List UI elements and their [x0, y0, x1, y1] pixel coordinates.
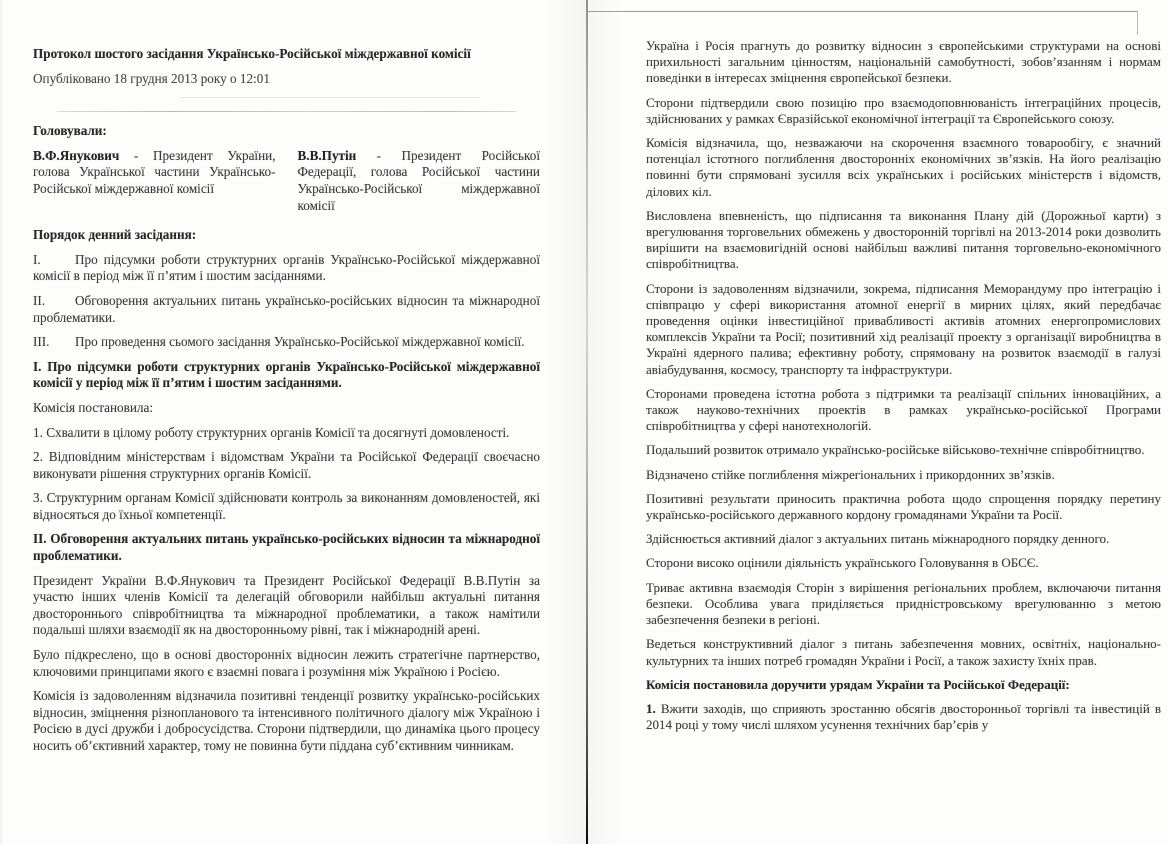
paragraph: Позитивні результати приносить практична робота щодо спрощення порядку перетину українсько-російського державного кордону громадянами України та Росії.: [646, 490, 1161, 523]
paragraph: Комісія із задоволенням відзначила позитивні тенденції розвитку українсько-російських відносин, зміцнення різнопланового та інтенсивного політичного діалогу між Україною і Росією в дусі дружби і добросусідства. Сторони підтвердили, що динаміка цього процесу носить об’єктивний характер, тому не повинна бути піддана суб’єктивним чинникам.: [33, 688, 540, 753]
horizontal-rule: [57, 111, 516, 112]
chairman-ukraine: [33, 148, 276, 214]
chairman-ukraine-name: В.Ф.Янукович: [33, 147, 120, 163]
document-title: Протокол шостого засідання Українсько-Російської міждержавної комісії: [33, 46, 471, 61]
agenda-item: [33, 334, 540, 351]
paragraph: Сторонами проведена істотна робота з підтримки та реалізації спільних інноваційних, а також науково-технічних проектів в рамках українсько-російської Програми співробітництва у сфері нанотехнологій.: [646, 385, 1161, 434]
agenda-label: Порядок денний засідання:: [33, 227, 197, 243]
page-fold-shadow: [546, 0, 586, 844]
page-edge-top: [588, 11, 1137, 12]
page-edge-corner: [1137, 11, 1138, 35]
resolution-item: [646, 701, 1161, 733]
resolution-item: 2. Відповідним міністерствам і відомствам України та Російської Федерації своєчасно виконувати рішення структурних органів Комісії.: [33, 449, 540, 481]
faint-scan-line: [180, 97, 480, 98]
paragraph: Комісія відзначила, що, незважаючи на скорочення взаємного товарообігу, є значний потенціал істотного поглиблення двосторонніх економічних зв’язків. На його реалізацію повинні бути спрямовані зусилля всіх українських і російських міністерств і відомств, ділових кіл.: [646, 135, 1161, 199]
paragraph: Відзначено стійке поглиблення міжрегіональних і прикордонних зв’язків.: [646, 466, 1055, 482]
paragraph: Президент України В.Ф.Янукович та Президент Російської Федерації В.В.Путін за участю інших членів Комісії та делегацій обговорили найбільш актуальні питання двостороннього співробітництва та міжнародної проблематики, а також намітили подальші шляхи взаємодії як на двосторонньому рівні, так і міжнародній арені.: [33, 572, 540, 638]
paragraph: Триває активна взаємодія Сторін з вирішення регіональних проблем, включаючи питання безпеки. Особлива увага приділяється придністровському врегулюванню з метою забезпечення безпеки в регіоні.: [646, 579, 1161, 628]
section-2-heading: II. Обговорення актуальних питань українсько-російських відносин та міжнародної проблематики.: [33, 531, 540, 564]
paragraph: Ведеться конструктивний діалог з питань забезпечення мовних, освітніх, національно-культурних та інших потреб громадян України і Росії, а також захисту їхніх прав.: [646, 636, 1161, 668]
agenda-item-number: II.: [33, 292, 46, 308]
agenda-item-number: III.: [33, 334, 50, 350]
publication-date: Опубліковано 18 грудня 2013 року о 12:01: [33, 70, 270, 86]
page-fold-shadow: [588, 0, 622, 844]
agenda-item-text: Про проведення сьомого засідання Українсько-Російської міждержавної комісії.: [75, 334, 525, 350]
chairman-ukraine-role: - Президент України, голова Української частини Українсько-Російської міждержавної комісії: [33, 147, 276, 196]
agenda-item-number: I.: [33, 251, 41, 267]
resolution-item: 3. Структурним органам Комісії здійснювати контроль за виконанням домовленостей, які відносяться до їхньої компетенції.: [33, 490, 540, 522]
governments-resolution-heading: Комісія постановила доручити урядам України та Російської Федерації:: [646, 676, 1070, 692]
chairmen-columns: [33, 148, 540, 214]
chairman-russia-role: - Президент Російської Федерації, голова Російської частини Українсько-Російської міждержавної комісії: [297, 147, 540, 213]
paragraph: Подальший розвиток отримало українсько-російське військово-технічне співробітництво.: [646, 442, 1145, 458]
document-page-right: [643, 0, 1164, 844]
agenda-item-text: Про підсумки роботи структурних органів Українсько-Російської міждержавної комісії в період між її п’ятим і шостим засіданнями.: [33, 251, 540, 284]
agenda-item: [33, 252, 540, 285]
resolution-item-text: Вжити заходів, що сприяють зростанню обсягів двосторонньої торгівлі та інвестицій в 2014 році у тому числі шляхом усунення технічних бар’єрів у: [646, 700, 1161, 733]
resolved-label: Комісія постановила:: [33, 399, 154, 415]
section-1-heading: I. Про підсумки роботи структурних органів Українсько-Російської міждержавної комісії у період між її п’ятим і шостим засіданнями.: [33, 358, 540, 391]
paragraph: Сторони високо оцінили діяльність українського Головування в ОБСЄ.: [646, 555, 1039, 571]
paragraph: Україна і Росія прагнуть до розвитку відносин з європейськими структурами на основі прихильності загальним цінностям, національній самобутності, зобов’язанням і нормам поведінки в інтересах зміцнення європейської безпеки.: [646, 38, 1161, 86]
paragraph: Було підкреслено, що в основі двосторонніх відносин лежить стратегічне партнерство, ключовими принципами якого є взаємні повага і розуміння між Україною і Росією.: [33, 647, 540, 679]
paragraph: Сторони із задоволенням відзначили, зокрема, підписання Меморандуму про інтеграцію і співпрацю у сфері використання атомної енергії в мирних цілях, який передбачає проведення оцінки інвестиційної привабливості активів атомних енергопромислових комплексів України та Росії; позитивний хід реалізації проекту з організації виробництва в Україні ядерного палива; ефективну роботу, спрямовану на розвиток взаємодії в галузі авіабудування, космосу, транспорту та інфраструктури.: [646, 280, 1161, 377]
chaired-label: Головували:: [33, 123, 107, 139]
resolution-item: 1. Схвалити в цілому роботу структурних органів Комісії та досягнуті домовленості.: [33, 424, 510, 440]
agenda-item-text: Обговорення актуальних питань українсько-російських відносин та міжнародної проблематики.: [33, 292, 540, 325]
chairman-russia: [298, 148, 541, 214]
paragraph: Здійснюється активний діалог з актуальних питань міжнародного порядку денного.: [646, 531, 1110, 547]
scan-left-edge: [0, 0, 3, 844]
agenda-item: [33, 293, 540, 326]
paragraph: Сторони підтвердили свою позицію про взаємодоповнюваність інтеграційних процесів, здійснюваних у рамках Євразійської економічної інтеграції та Європейського союзу.: [646, 94, 1161, 126]
resolution-item-number: 1.: [646, 700, 656, 716]
book-spine-line: [586, 0, 588, 844]
paragraph: Висловлена впевненість, що підписання та виконання Плану дій (Дорожньої карти) з врегулювання торговельних обмежень у двосторонній торгівлі на 2013-2014 роки дозволить вирішити на взаємовигідній основі найбільш важливі питання торговельно-економічного співробітництва.: [646, 207, 1161, 272]
chairman-russia-name: В.В.Путін: [297, 147, 357, 163]
